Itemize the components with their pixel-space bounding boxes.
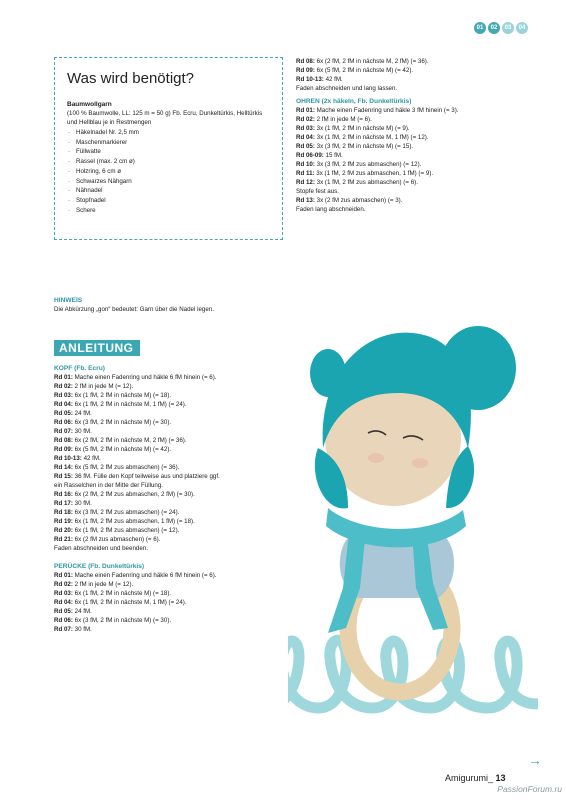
pattern-row: Rd 17: 30 fM.: [54, 500, 92, 507]
pattern-row: Rd 08: 6x (2 fM, 2 fM in nächste M, 2 fM) (= 36).: [296, 58, 429, 65]
section-title-kopf: KOPF (Fb. Ecru): [54, 365, 105, 372]
pattern-row: Rd 02: 2 fM in jede M (= 6).: [296, 116, 372, 123]
section-title-peruecke: PERÜCKE (Fb. Dunkeltürkis): [54, 563, 145, 570]
pattern-row: Rd 04: 3x (1 fM, 2 fM in nächste M, 1 fM) (= 12).: [296, 134, 429, 141]
hint-text: Die Abkürzung „gon“ bedeutet: Garn über die Nadel legen.: [54, 306, 214, 313]
pattern-row: Rd 09: 6x (5 fM, 2 fM in nächste M) (= 42).: [54, 446, 172, 453]
list-item: · Maschenmarkierer: [67, 138, 270, 148]
hint-box: [54, 296, 284, 314]
nav-dot-2[interactable]: 02: [488, 22, 500, 34]
pattern-row: Rd 07: 30 fM.: [54, 428, 92, 435]
pattern-row: Rd 05: 24 fM.: [54, 608, 92, 615]
pattern-row: Rd 14: 6x (5 fM, 2 fM zus abmaschen) (= 36).: [54, 464, 180, 471]
list-item: · Rassel (max. 2 cm ø): [67, 157, 270, 167]
footer-page-label: Amigurumi_ 13: [445, 773, 506, 783]
pattern-row: Rd 05: 24 fM.: [54, 410, 92, 417]
pattern-row: Rd 02: 2 fM in jede M (= 12).: [54, 383, 134, 390]
next-page-arrow-icon[interactable]: →: [528, 752, 542, 768]
pattern-row: Faden abschneiden und beenden.: [54, 545, 148, 552]
kopf-rows: [54, 373, 294, 553]
pattern-row: Rd 01: Mache einen Fadenring und häkle 6 fM hinein (= 6).: [54, 572, 217, 579]
left-column: [54, 364, 294, 634]
pattern-row: Rd 04: 6x (1 fM, 2 fM in nächste M, 1 fM) (= 24).: [54, 401, 187, 408]
list-item: · Nähnadel: [67, 186, 270, 196]
head-continuation: [296, 57, 526, 93]
pattern-row: ein Rasselchen in der Mitte der Füllung.: [54, 482, 164, 489]
list-item: · Schwarzes Nähgarn: [67, 177, 270, 187]
pattern-row: Rd 05: 3x (3 fM, 2 fM in nächste M) (= 15).: [296, 143, 414, 150]
right-column: [296, 57, 526, 214]
pattern-row: Rd 06-09: 15 fM.: [296, 152, 343, 159]
amigurumi-rattle-photo: [288, 298, 538, 718]
section-title-ohren: OHREN (2x häkeln, Fb. Dunkeltürkis): [296, 98, 412, 105]
pattern-row: Rd 10-13: 42 fM.: [296, 76, 343, 83]
decorative-loops: [288, 640, 538, 713]
pattern-row: Rd 01: Mache einen Fadenring und häkle 6 fM hinein (= 6).: [54, 374, 217, 381]
pattern-row: Rd 09: 6x (5 fM, 2 fM in nächste M) (= 42).: [296, 67, 414, 74]
list-item: · Holzring, 6 cm ø: [67, 167, 270, 177]
list-item: · Häkelnadel Nr. 2,5 mm: [67, 128, 270, 138]
instructions-heading: ANLEITUNG: [54, 340, 140, 356]
list-item: · Füllwatte: [67, 147, 270, 157]
pattern-row: Rd 13: 3x (2 fM zus abmaschen) (= 3).: [296, 197, 403, 204]
pattern-row: Rd 02: 2 fM in jede M (= 12).: [54, 581, 134, 588]
pattern-row: Rd 12: 3x (1 fM, 2 fM zus abmaschen) (= 6).: [296, 179, 418, 186]
materials-box: [54, 57, 283, 240]
hint-title: HINWEIS: [54, 297, 83, 304]
pattern-row: Rd 06: 6x (3 fM, 2 fM in nächste M) (= 30).: [54, 419, 172, 426]
nav-dot-1[interactable]: 01: [474, 22, 486, 34]
pattern-row: Rd 07: 30 fM.: [54, 626, 92, 633]
page-nav-dots: [474, 22, 528, 34]
pattern-row: Rd 19: 6x (1 fM, 2 fM zus abmaschen, 1 fM) (= 18).: [54, 518, 195, 525]
list-item: · Stopfnadel: [67, 196, 270, 206]
pattern-row: Rd 03: 6x (1 fM, 2 fM in nächste M) (= 18).: [54, 590, 172, 597]
ohren-rows: [296, 106, 526, 214]
yarn-description: (100 % Baumwolle, LL: 125 m = 50 g) Fb. Ecru, Dunkeltürkis, Helltürkis und Hellblau je in Restmengen: [67, 110, 263, 126]
pattern-row: Rd 15: 36 fM. Fülle den Kopf teilweise aus und platziere ggf.: [54, 473, 220, 480]
nav-dot-4[interactable]: 04: [516, 22, 528, 34]
pattern-row: Rd 03: 6x (1 fM, 2 fM in nächste M) (= 18).: [54, 392, 172, 399]
yarn-title: Baumwollgarn: [67, 101, 112, 108]
pattern-row: Rd 04: 6x (1 fM, 2 fM in nächste M, 1 fM) (= 24).: [54, 599, 187, 606]
pattern-row: Rd 10-13: 42 fM.: [54, 455, 101, 462]
pattern-row: Rd 16: 6x (2 fM, 2 fM zus abmaschen, 2 fM) (= 30).: [54, 491, 195, 498]
pattern-row: Rd 08: 6x (2 fM, 2 fM in nächste M, 2 fM) (= 36).: [54, 437, 187, 444]
watermark: PassionForum.ru: [497, 784, 562, 794]
pattern-row: Faden lang abschneiden.: [296, 206, 366, 213]
nav-dot-3[interactable]: 03: [502, 22, 514, 34]
peruecke-rows: [54, 571, 294, 634]
pattern-row: Rd 21: 6x (2 fM zus abmaschen) (= 6).: [54, 536, 161, 543]
list-item: · Schere: [67, 206, 270, 216]
materials-title: Was wird benötigt?: [67, 70, 195, 87]
pattern-row: Faden abschneiden und lang lassen.: [296, 85, 398, 92]
ear: [440, 326, 516, 410]
pattern-row: Rd 11: 3x (1 fM, 2 fM zus abmaschen, 1 fM) (= 9).: [296, 170, 434, 177]
pattern-row: Rd 06: 6x (3 fM, 2 fM in nächste M) (= 30).: [54, 617, 172, 624]
pattern-row: Rd 20: 6x (1 fM, 2 fM zus abmaschen) (= 12).: [54, 527, 180, 534]
pattern-row: Stopfe fest aus.: [296, 188, 339, 195]
materials-list: [67, 128, 270, 215]
pattern-row: Rd 18: 6x (3 fM, 2 fM zus abmaschen) (= 24).: [54, 509, 180, 516]
pattern-row: Rd 03: 3x (1 fM, 2 fM in nächste M) (= 9).: [296, 125, 410, 132]
pattern-row: Rd 10: 3x (3 fM, 2 fM zus abmaschen) (= 12).: [296, 161, 422, 168]
pattern-row: Rd 01: Mache einen Fadenring und häkle 3 fM hinein (= 3).: [296, 107, 459, 114]
